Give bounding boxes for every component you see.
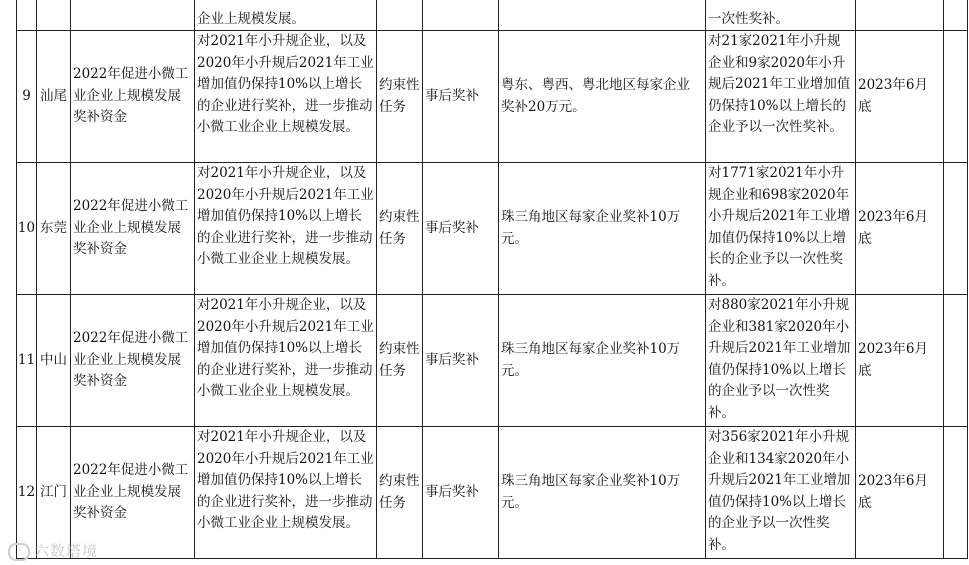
support-cell: 对2021年小升规企业，以及2020年小升规后2021年工业增加值仍保持10%以上增长的企业进行奖补，进一步推动小微工业企业上规模发展。 (195, 163, 377, 295)
no-cell: 9 (17, 31, 37, 163)
table-row (17, 0, 968, 31)
task-type-cell: 约束性任务 (377, 295, 423, 427)
standard-cell: 珠三角地区每家企业奖补10万元。 (499, 427, 706, 559)
table-row (17, 295, 968, 427)
city-cell: 汕尾 (37, 31, 71, 163)
extra-cell (944, 0, 968, 31)
extra-cell (944, 295, 968, 427)
standard-cell: 珠三角地区每家企业奖补10万元。 (499, 295, 706, 427)
standard-cell: 粤东、粤西、粤北地区每家企业奖补20万元。 (499, 31, 706, 163)
deadline-cell (856, 0, 944, 31)
city-cell: 江门 (37, 427, 71, 559)
project-cell (71, 0, 195, 31)
deadline-cell: 2023年6月底 (856, 163, 944, 295)
method-cell: 事后奖补 (423, 31, 499, 163)
task-type-cell (377, 0, 423, 31)
watermark (8, 540, 98, 561)
project-cell: 2022年促进小微工业企业上规模发展奖补资金 (71, 31, 195, 163)
support-cell: 对2021年小升规企业，以及2020年小升规后2021年工业增加值仍保持10%以上增长的企业进行奖补，进一步推动小微工业企业上规模发展。 (195, 31, 377, 163)
method-cell: 事后奖补 (423, 427, 499, 559)
task-type-cell: 约束性任务 (377, 163, 423, 295)
table-row (17, 427, 968, 559)
standard-cell: 珠三角地区每家企业奖补10万元。 (499, 163, 706, 295)
watermark-text: 六数塔境 (34, 542, 99, 560)
city-cell: 中山 (37, 295, 71, 427)
no-cell: 10 (17, 163, 37, 295)
target-cell: 对356家2021年小升规企业和134家2020年小升规后2021年工业增加值仍保持10%以上增长的企业予以一次性奖补。 (706, 427, 856, 559)
target-cell: 对1771家2021年小升规企业和698家2020年小升规后2021年工业增加值仍保持10%以上增长的企业予以一次性奖补。 (706, 163, 856, 295)
project-cell: 2022年促进小微工业企业上规模发展奖补资金 (71, 163, 195, 295)
deadline-cell: 2023年6月底 (856, 31, 944, 163)
target-text: 一次性奖补。 (708, 10, 789, 27)
task-type-cell: 约束性任务 (377, 31, 423, 163)
method-cell: 事后奖补 (423, 163, 499, 295)
support-cell: 对2021年小升规企业，以及2020年小升规后2021年工业增加值仍保持10%以上增长的企业进行奖补，进一步推动小微工业企业上规模发展。 (195, 427, 377, 559)
extra-cell (944, 163, 968, 295)
watermark-logo-icon (8, 543, 30, 561)
support-text: 企业上规模发展。 (197, 10, 305, 27)
target-cell: 对880家2021年小升规企业和381家2020年小升规后2021年工业增加值仍保持10%以上增长的企业予以一次性奖补。 (706, 295, 856, 427)
city-cell (37, 0, 71, 31)
task-type-cell: 约束性任务 (377, 427, 423, 559)
project-cell: 2022年促进小微工业企业上规模发展奖补资金 (71, 427, 195, 559)
table-row (17, 31, 968, 163)
extra-cell (944, 427, 968, 559)
deadline-cell: 2023年6月底 (856, 427, 944, 559)
city-cell: 东莞 (37, 163, 71, 295)
target-cell (706, 0, 856, 31)
support-cell (195, 0, 377, 31)
deadline-cell: 2023年6月底 (856, 295, 944, 427)
support-cell: 对2021年小升规企业，以及2020年小升规后2021年工业增加值仍保持10%以上增长的企业进行奖补，进一步推动小微工业企业上规模发展。 (195, 295, 377, 427)
no-cell: 11 (17, 295, 37, 427)
table-row (17, 163, 968, 295)
standard-cell (499, 0, 706, 31)
project-cell: 2022年促进小微工业企业上规模发展奖补资金 (71, 295, 195, 427)
method-cell (423, 0, 499, 31)
funding-table (16, 0, 968, 559)
method-cell: 事后奖补 (423, 295, 499, 427)
target-cell: 对21家2021年小升规企业和9家2020年小升规后2021年工业增加值仍保持10%以上增长的企业予以一次性奖补。 (706, 31, 856, 163)
extra-cell (944, 31, 968, 163)
no-cell: 12 (17, 427, 37, 559)
no-cell (17, 0, 37, 31)
